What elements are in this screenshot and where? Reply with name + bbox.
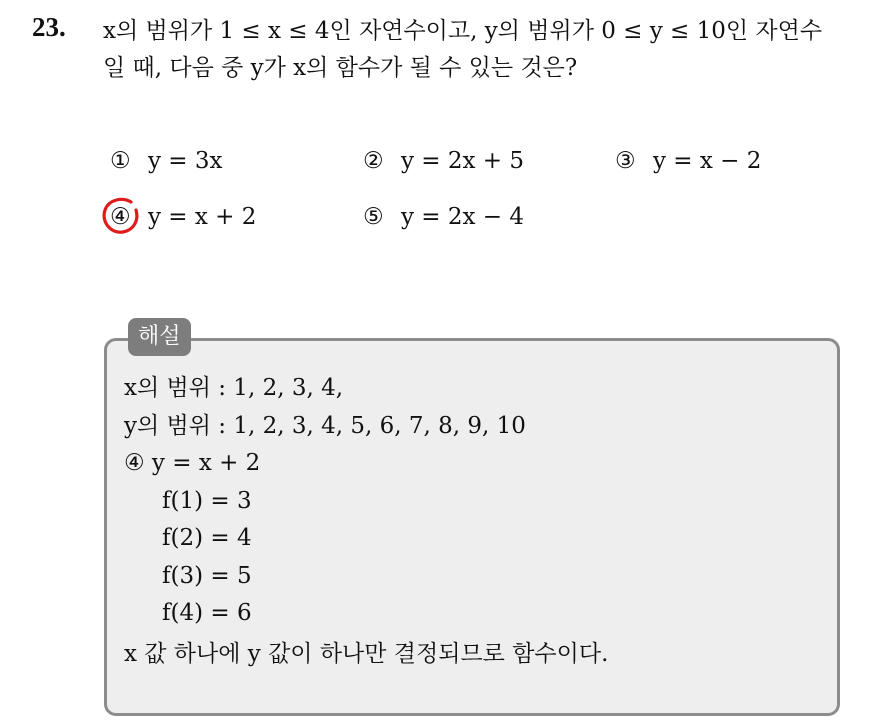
choice-5-mark: ⑤	[363, 204, 384, 230]
choice-1-expression: y = 3x	[147, 148, 223, 174]
choice-3[interactable]	[615, 145, 761, 177]
solution-line-f4: f(4) = 6	[162, 600, 252, 626]
choice-3-mark: ③	[615, 148, 636, 174]
solution-line-y-range: y의 범위 : 1, 2, 3, 4, 5, 6, 7, 8, 9, 10	[124, 412, 526, 439]
solution-body	[124, 370, 824, 673]
solution-line-f2: f(2) = 4	[162, 525, 252, 551]
choice-1[interactable]	[110, 145, 222, 177]
choice-5-expression: y = 2x − 4	[400, 204, 524, 230]
choice-2-mark: ②	[363, 148, 384, 174]
choice-4[interactable]	[110, 201, 256, 233]
solution-line-x-range: x의 범위 : 1, 2, 3, 4,	[124, 375, 344, 401]
choice-5[interactable]	[363, 201, 524, 233]
question-line-1: x의 범위가 1 ≤ x ≤ 4인 자연수이고, y의 범위가 0 ≤ y ≤ 10인 자연수	[103, 18, 823, 44]
solution-line-f1: f(1) = 3	[162, 487, 252, 514]
choice-4-mark: ④	[110, 204, 131, 230]
choice-2-expression: y = 2x + 5	[400, 148, 524, 174]
question-text	[103, 13, 873, 87]
question-number: 23.	[32, 12, 66, 42]
answer-choices	[110, 145, 850, 265]
question-line-2: 일 때, 다음 중 y가 x의 함수가 될 수 있는 것은?	[103, 55, 578, 81]
choice-2[interactable]	[363, 145, 524, 177]
choice-4-expression: y = x + 2	[147, 204, 257, 230]
selected-circle-icon	[101, 196, 141, 236]
solution-badge: 해설	[128, 318, 191, 356]
choice-1-mark: ①	[110, 148, 131, 174]
choice-3-expression: y = x − 2	[652, 148, 762, 174]
solution-line-choice: ④ y = x + 2	[124, 450, 261, 476]
solution-line-f3: f(3) = 5	[162, 562, 252, 589]
solution-line-conclusion: x 값 하나에 y 값이 하나만 결정되므로 함수이다.	[124, 640, 609, 667]
